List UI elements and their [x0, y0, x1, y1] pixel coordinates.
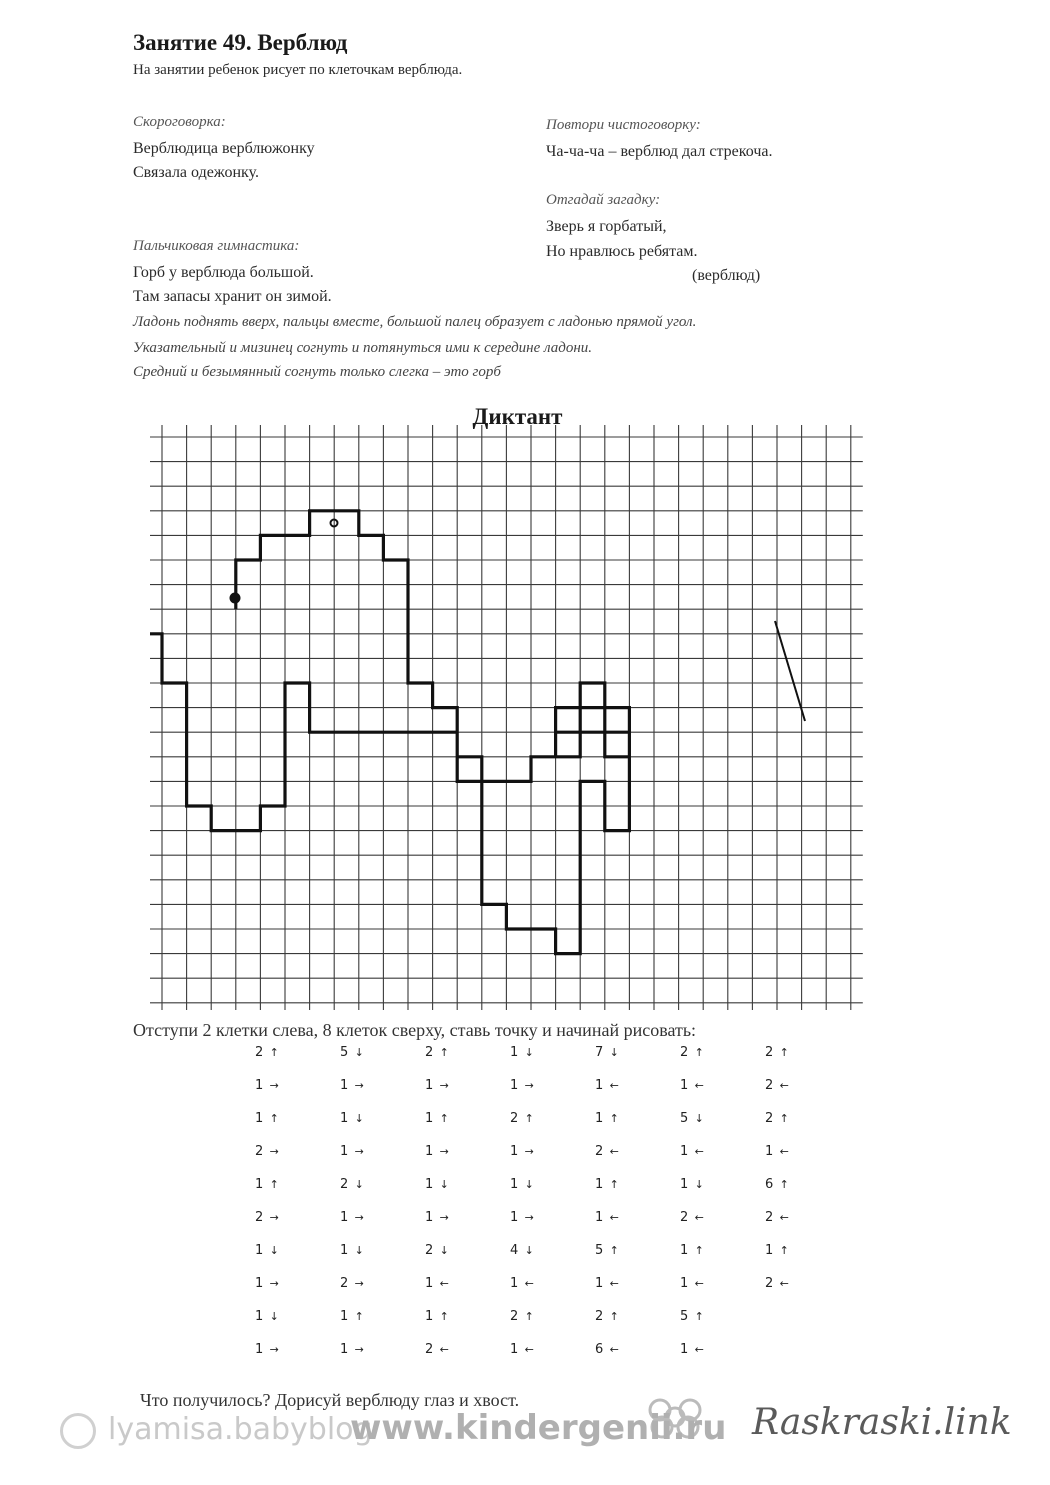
- finger-gym-instruction-1: Ладонь поднять вверх, пальцы вместе, большой палец образует с ладонью прямой угол.: [133, 314, 697, 330]
- page-subtitle: На занятии ребенок рисует по клеточкам верблюда.: [133, 62, 463, 78]
- step-count: 1: [340, 1144, 349, 1159]
- tongue-twister-line-2: Связала одежонку.: [133, 164, 259, 181]
- dictation-step: [340, 1276, 366, 1291]
- step-arrow-icon: ←: [609, 1211, 619, 1224]
- step-count: 2: [765, 1111, 774, 1126]
- dictation-step: [680, 1309, 706, 1324]
- step-count: 2: [255, 1210, 264, 1225]
- riddle-answer: (верблюд): [692, 267, 761, 284]
- step-count: 1: [425, 1144, 434, 1159]
- dictation-step: [425, 1045, 451, 1060]
- step-count: 1: [510, 1210, 519, 1225]
- repeat-line: Ча-ча-ча – верблюд дал стрекоча.: [546, 143, 773, 160]
- step-arrow-icon: →: [524, 1145, 534, 1158]
- dictation-step: [595, 1144, 621, 1159]
- step-arrow-icon: →: [269, 1343, 279, 1356]
- dictation-step: [425, 1111, 451, 1126]
- step-arrow-icon: ↑: [779, 1244, 789, 1257]
- step-arrow-icon: →: [269, 1277, 279, 1290]
- dictation-step: [765, 1243, 791, 1258]
- dictation-step: [255, 1342, 281, 1357]
- step-count: 1: [425, 1210, 434, 1225]
- step-count: 5: [340, 1045, 349, 1060]
- step-count: 1: [680, 1243, 689, 1258]
- step-count: 2: [595, 1144, 604, 1159]
- step-count: 2: [425, 1342, 434, 1357]
- step-arrow-icon: ↑: [524, 1310, 534, 1323]
- dictation-step: [255, 1309, 281, 1324]
- dictation-grid: [150, 425, 865, 1010]
- step-count: 1: [595, 1276, 604, 1291]
- step-arrow-icon: ↓: [354, 1046, 364, 1059]
- dictation-step: [255, 1078, 281, 1093]
- step-arrow-icon: ←: [609, 1145, 619, 1158]
- step-arrow-icon: ↑: [439, 1112, 449, 1125]
- dictation-step: [510, 1078, 536, 1093]
- step-count: 2: [255, 1144, 264, 1159]
- step-arrow-icon: →: [269, 1211, 279, 1224]
- step-arrow-icon: ←: [609, 1277, 619, 1290]
- step-count: 1: [425, 1177, 434, 1192]
- dictation-step: [425, 1144, 451, 1159]
- step-arrow-icon: →: [354, 1211, 364, 1224]
- dictation-step: [255, 1045, 281, 1060]
- step-arrow-icon: ↓: [524, 1244, 534, 1257]
- dictation-instruction: Отступи 2 клетки слева, 8 клеток сверху, ставь точку и начинай рисовать:: [133, 1020, 697, 1040]
- step-count: 2: [680, 1210, 689, 1225]
- watermark-right: Raskraski.link: [752, 1402, 1012, 1443]
- step-count: 2: [340, 1276, 349, 1291]
- dictation-step: [255, 1276, 281, 1291]
- dictation-step: [595, 1243, 621, 1258]
- step-count: 1: [765, 1243, 774, 1258]
- step-arrow-icon: ←: [439, 1343, 449, 1356]
- dictation-step: [765, 1210, 791, 1225]
- step-count: 6: [765, 1177, 774, 1192]
- dictation-step: [425, 1177, 451, 1192]
- dictation-steps: [230, 1045, 830, 1385]
- dictation-step: [595, 1210, 621, 1225]
- dictation-step: [425, 1210, 451, 1225]
- step-arrow-icon: ↓: [439, 1178, 449, 1191]
- dictation-step: [510, 1309, 536, 1324]
- finger-gym-instruction-3: Средний и безымянный согнуть только слегка – это горб: [133, 364, 501, 380]
- step-arrow-icon: ↑: [779, 1046, 789, 1059]
- step-arrow-icon: →: [354, 1145, 364, 1158]
- step-arrow-icon: ↓: [694, 1112, 704, 1125]
- dictation-step: [595, 1276, 621, 1291]
- dictation-step: [425, 1309, 451, 1324]
- dictation-step: [680, 1045, 706, 1060]
- step-count: 1: [255, 1243, 264, 1258]
- step-arrow-icon: ↑: [524, 1112, 534, 1125]
- step-arrow-icon: ↓: [609, 1046, 619, 1059]
- tongue-twister-label: Скороговорка:: [133, 114, 226, 130]
- step-count: 2: [425, 1045, 434, 1060]
- step-count: 1: [425, 1309, 434, 1324]
- dictation-step: [340, 1144, 366, 1159]
- step-arrow-icon: ←: [694, 1277, 704, 1290]
- step-count: 7: [595, 1045, 604, 1060]
- step-arrow-icon: ↓: [269, 1244, 279, 1257]
- step-count: 4: [510, 1243, 519, 1258]
- step-arrow-icon: ←: [694, 1079, 704, 1092]
- dictation-step: [340, 1243, 366, 1258]
- step-arrow-icon: ↑: [779, 1178, 789, 1191]
- step-count: 1: [680, 1177, 689, 1192]
- dictation-step: [765, 1078, 791, 1093]
- step-count: 1: [595, 1111, 604, 1126]
- riddle-line-2: Но нравлюсь ребятам.: [546, 243, 698, 260]
- dictation-step: [680, 1243, 706, 1258]
- step-arrow-icon: ↑: [609, 1178, 619, 1191]
- dictation-step: [765, 1045, 791, 1060]
- step-arrow-icon: ↓: [354, 1178, 364, 1191]
- start-dot: [230, 593, 241, 604]
- dictation-step: [765, 1111, 791, 1126]
- dictation-step: [510, 1045, 536, 1060]
- step-count: 1: [595, 1177, 604, 1192]
- step-count: 1: [340, 1210, 349, 1225]
- dictation-step: [425, 1078, 451, 1093]
- dictation-step: [680, 1342, 706, 1357]
- step-arrow-icon: ↑: [354, 1310, 364, 1323]
- step-count: 1: [510, 1078, 519, 1093]
- step-count: 2: [510, 1111, 519, 1126]
- dictation-step: [765, 1276, 791, 1291]
- dictation-step: [255, 1111, 281, 1126]
- step-arrow-icon: ↑: [694, 1244, 704, 1257]
- step-arrow-icon: ↑: [694, 1046, 704, 1059]
- step-count: 1: [680, 1342, 689, 1357]
- step-arrow-icon: ←: [524, 1343, 534, 1356]
- camel-outline: [150, 425, 629, 954]
- step-count: 2: [425, 1243, 434, 1258]
- step-count: 1: [340, 1111, 349, 1126]
- step-count: 1: [340, 1309, 349, 1324]
- step-arrow-icon: ↓: [354, 1244, 364, 1257]
- step-count: 2: [765, 1210, 774, 1225]
- dictation-step: [340, 1177, 366, 1192]
- step-count: 5: [595, 1243, 604, 1258]
- step-arrow-icon: ↑: [779, 1112, 789, 1125]
- step-arrow-icon: ↓: [524, 1046, 534, 1059]
- finger-gym-instruction-2: Указательный и мизинец согнуть и потянуться ими к середине ладони.: [133, 340, 593, 356]
- step-arrow-icon: ←: [779, 1079, 789, 1092]
- step-count: 1: [510, 1342, 519, 1357]
- step-count: 1: [680, 1144, 689, 1159]
- step-arrow-icon: ↑: [609, 1244, 619, 1257]
- step-arrow-icon: ↓: [524, 1178, 534, 1191]
- step-count: 6: [595, 1342, 604, 1357]
- step-count: 1: [255, 1276, 264, 1291]
- step-count: 1: [595, 1078, 604, 1093]
- dictation-step: [765, 1177, 791, 1192]
- step-count: 1: [255, 1111, 264, 1126]
- dictation-step: [510, 1210, 536, 1225]
- step-count: 1: [340, 1078, 349, 1093]
- dictation-step: [680, 1111, 706, 1126]
- step-arrow-icon: ←: [439, 1277, 449, 1290]
- dictation-step: [340, 1309, 366, 1324]
- step-count: 1: [425, 1078, 434, 1093]
- step-count: 1: [255, 1309, 264, 1324]
- step-count: 1: [510, 1045, 519, 1060]
- dictation-step: [510, 1243, 536, 1258]
- dictation-step: [595, 1078, 621, 1093]
- dictation-step: [595, 1177, 621, 1192]
- step-arrow-icon: →: [269, 1079, 279, 1092]
- step-arrow-icon: →: [269, 1145, 279, 1158]
- dictation-step: [595, 1342, 621, 1357]
- watermark-left-text: lyamisa.babyblog: [108, 1412, 373, 1447]
- dictation-step: [425, 1342, 451, 1357]
- step-arrow-icon: →: [354, 1277, 364, 1290]
- step-count: 2: [510, 1309, 519, 1324]
- dictation-title: Диктант: [472, 404, 563, 429]
- step-arrow-icon: ←: [609, 1343, 619, 1356]
- dictation-step: [510, 1111, 536, 1126]
- riddle-line-1: Зверь я горбатый,: [546, 218, 667, 235]
- step-arrow-icon: →: [354, 1343, 364, 1356]
- dictation-step: [680, 1276, 706, 1291]
- step-count: 1: [510, 1177, 519, 1192]
- step-count: 5: [680, 1111, 689, 1126]
- step-count: 1: [765, 1144, 774, 1159]
- step-arrow-icon: ←: [694, 1211, 704, 1224]
- step-arrow-icon: ↓: [694, 1178, 704, 1191]
- dictation-step: [510, 1144, 536, 1159]
- dictation-step: [595, 1309, 621, 1324]
- step-arrow-icon: ←: [694, 1343, 704, 1356]
- step-count: 1: [680, 1276, 689, 1291]
- step-count: 1: [425, 1111, 434, 1126]
- dictation-step: [680, 1078, 706, 1093]
- tongue-twister-line-1: Верблюдица верблюжонку: [133, 140, 315, 157]
- step-arrow-icon: ↑: [269, 1112, 279, 1125]
- step-count: 1: [680, 1078, 689, 1093]
- dictation-step: [595, 1111, 621, 1126]
- step-arrow-icon: ↑: [269, 1046, 279, 1059]
- finger-gym-line-2: Там запасы хранит он зимой.: [133, 288, 332, 305]
- repeat-label: Повтори чистоговорку:: [546, 117, 701, 133]
- step-count: 2: [765, 1078, 774, 1093]
- step-count: 2: [595, 1309, 604, 1324]
- step-count: 1: [425, 1276, 434, 1291]
- step-count: 1: [255, 1342, 264, 1357]
- dictation-step: [340, 1210, 366, 1225]
- dictation-step: [425, 1276, 451, 1291]
- dictation-step: [340, 1342, 366, 1357]
- dictation-step: [680, 1210, 706, 1225]
- step-arrow-icon: ←: [779, 1211, 789, 1224]
- dictation-question: Что получилось? Дорисуй верблюду глаз и хвост.: [140, 1390, 520, 1410]
- step-arrow-icon: →: [439, 1079, 449, 1092]
- dictation-step: [510, 1177, 536, 1192]
- step-count: 5: [680, 1309, 689, 1324]
- step-arrow-icon: →: [439, 1145, 449, 1158]
- step-count: 1: [255, 1078, 264, 1093]
- dictation-step: [765, 1144, 791, 1159]
- step-arrow-icon: ←: [524, 1277, 534, 1290]
- step-arrow-icon: →: [524, 1079, 534, 1092]
- step-arrow-icon: ↓: [269, 1310, 279, 1323]
- step-arrow-icon: ↑: [439, 1046, 449, 1059]
- step-arrow-icon: ←: [609, 1079, 619, 1092]
- riddle-label: Отгадай загадку:: [546, 192, 661, 208]
- step-count: 1: [255, 1177, 264, 1192]
- step-count: 2: [765, 1276, 774, 1291]
- dictation-step: [595, 1045, 621, 1060]
- step-arrow-icon: ←: [694, 1145, 704, 1158]
- step-arrow-icon: ↑: [609, 1112, 619, 1125]
- step-count: 2: [255, 1045, 264, 1060]
- step-count: 2: [765, 1045, 774, 1060]
- step-arrow-icon: ↑: [439, 1310, 449, 1323]
- dictation-step: [680, 1177, 706, 1192]
- step-arrow-icon: ↑: [269, 1178, 279, 1191]
- step-count: 1: [510, 1144, 519, 1159]
- step-arrow-icon: ↑: [694, 1310, 704, 1323]
- dictation-step: [340, 1078, 366, 1093]
- step-arrow-icon: →: [439, 1211, 449, 1224]
- step-count: 1: [340, 1243, 349, 1258]
- step-arrow-icon: ↓: [439, 1244, 449, 1257]
- step-count: 1: [595, 1210, 604, 1225]
- dictation-step: [510, 1342, 536, 1357]
- dictation-step: [255, 1177, 281, 1192]
- watermark-logo-icon: [60, 1413, 96, 1449]
- step-count: 2: [680, 1045, 689, 1060]
- step-arrow-icon: ↓: [354, 1112, 364, 1125]
- step-arrow-icon: ←: [779, 1145, 789, 1158]
- watermark-center: www.kindergenii.ru: [350, 1408, 727, 1448]
- step-count: 1: [340, 1342, 349, 1357]
- dictation-step: [255, 1243, 281, 1258]
- step-arrow-icon: →: [354, 1079, 364, 1092]
- step-arrow-icon: ←: [779, 1277, 789, 1290]
- dictation-step: [680, 1144, 706, 1159]
- camel-tail: [775, 621, 805, 721]
- dictation-step: [255, 1144, 281, 1159]
- dictation-step: [255, 1210, 281, 1225]
- dictation-step: [340, 1045, 366, 1060]
- watermark-left: [60, 1412, 373, 1449]
- step-count: 1: [510, 1276, 519, 1291]
- dictation-step: [340, 1111, 366, 1126]
- dictation-step: [510, 1276, 536, 1291]
- step-arrow-icon: ↑: [609, 1310, 619, 1323]
- step-count: 2: [340, 1177, 349, 1192]
- page-title: Занятие 49. Верблюд: [133, 30, 348, 55]
- step-arrow-icon: →: [524, 1211, 534, 1224]
- finger-gym-line-1: Горб у верблюда большой.: [133, 264, 314, 281]
- finger-gym-label: Пальчиковая гимнастика:: [133, 238, 300, 254]
- dictation-step: [425, 1243, 451, 1258]
